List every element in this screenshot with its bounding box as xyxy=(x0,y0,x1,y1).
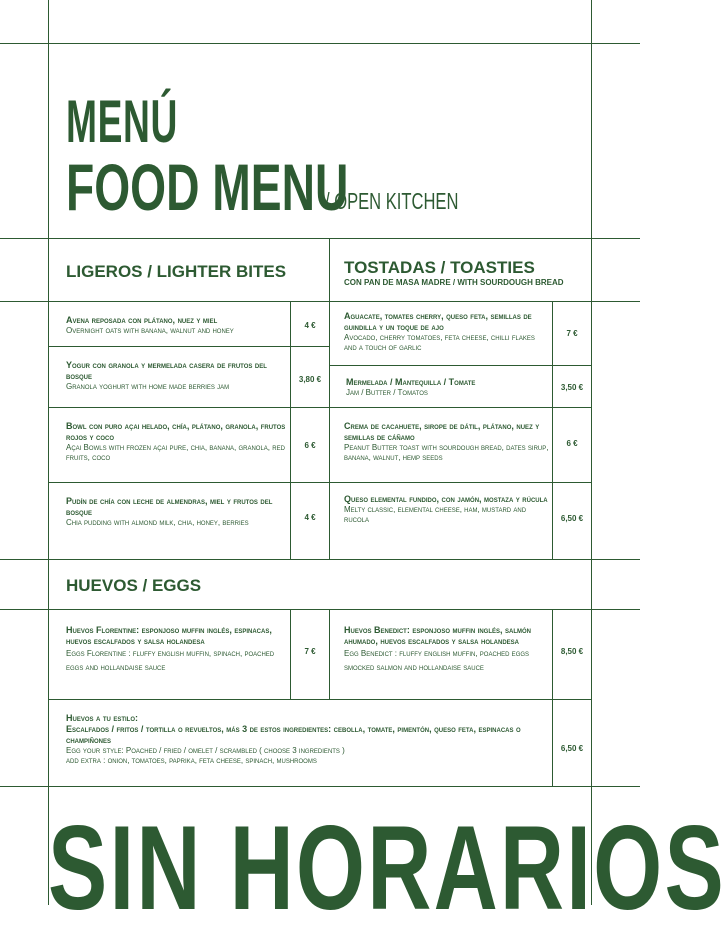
item-price: 7 € xyxy=(304,647,316,656)
open-kitchen-subtitle: / OPEN KITCHEN xyxy=(325,188,459,214)
item-name-es: Bowl con puro açai helado, chía, plátano, granola, frutos rojos y coco xyxy=(66,421,286,442)
item-price: 3,80 € xyxy=(298,375,322,384)
item-name-es: Pudín de chía con leche de almendras, miel y frutos del bosque xyxy=(66,496,273,517)
grid-line-left xyxy=(48,0,49,905)
lighter-bites-heading: LIGEROS / LIGHTER BITES xyxy=(66,262,287,281)
item-name-es: Avena reposada con plátano, nuez y miel xyxy=(66,315,218,325)
item-price: 3,50 € xyxy=(560,383,584,392)
item-name-en: Melty classic, elemental cheese, ham, mustard and rucola xyxy=(344,504,527,524)
item-price: 7 € xyxy=(566,329,578,338)
grid-line-eggs-mid xyxy=(48,699,591,700)
item-name-es: Huevos Florentine: esponjoso muffin inglés, espinacas, huevos escalfados y salsa holandesa xyxy=(66,625,272,646)
item-name-es: Mermelada / Mantequilla / Tomate xyxy=(346,377,476,387)
item-name-es: Queso elemental fundido, con jamón, mostaza y rúcula xyxy=(344,494,548,504)
row-line-r1 xyxy=(329,365,591,366)
list-item xyxy=(66,315,288,336)
grid-line-eggs-top xyxy=(0,559,640,560)
menu-title: MENÚ xyxy=(66,88,179,155)
row-line-l2 xyxy=(48,407,329,408)
list-item xyxy=(66,496,288,528)
item-name-es: Escalfados / fritos / tortilla o revueltos, más 3 de estos ingredientes: cebolla, tomate, pimentón, queso feta, espinacas o champiñones xyxy=(66,723,521,745)
item-name-en: Egg Benedict : fluffy english muffin, poached eggs smocked salmon and hollandaise sauce xyxy=(344,648,530,672)
list-item xyxy=(344,311,549,352)
grid-line-eggs-price-right xyxy=(552,609,553,786)
item-name-en: add extra : onion, tomatoes, paprika, feta cheese, spinach, mushrooms xyxy=(66,755,317,765)
item-price: 4 € xyxy=(304,321,316,330)
item-name-en: Jam / Butter / Tomatos xyxy=(346,387,428,397)
item-name-es: Yogur con granola y mermelada casera de frutos del bosque xyxy=(66,360,267,381)
grid-line-eggs-center xyxy=(329,609,330,699)
item-name-en: Granola yoghurt with home made berries jam xyxy=(66,381,230,391)
list-item xyxy=(346,377,551,398)
item-name-en: Eggs Florentine : fluffy english muffin, spinach, poached eggs and hollandaise sauce xyxy=(66,648,275,672)
item-price: 6 € xyxy=(566,439,578,448)
row-line-l3 xyxy=(48,482,329,483)
list-item xyxy=(344,421,549,462)
list-item xyxy=(66,360,288,392)
grid-line-right xyxy=(591,0,592,905)
grid-line-eggs-bottom xyxy=(0,786,640,787)
item-name-es: Huevos Benedict: esponjoso muffin inglés, salmón ahumado, huevos escalfados y salsa holandesa xyxy=(344,625,532,646)
item-name-en: Chia pudding with almond milk, chia, honey, berries xyxy=(66,517,249,527)
item-name-es: Aguacate, tomates cherry, queso feta, semillas de guindilla y un toque de ajo xyxy=(344,311,532,332)
list-item xyxy=(344,494,549,524)
list-item xyxy=(66,713,550,765)
item-name-es: Crema de cacahuete, sirope de dátil, plátano, nuez y semillas de cáñamo xyxy=(344,421,540,442)
toasties-subheading: CON PAN DE MASA MADRE / WITH SOURDOUGH BREAD xyxy=(344,278,564,287)
list-item xyxy=(66,421,288,462)
item-price: 6,50 € xyxy=(560,744,584,753)
list-item xyxy=(66,625,288,674)
row-line-r3 xyxy=(329,482,591,483)
list-item xyxy=(344,625,549,674)
item-price: 8,50 € xyxy=(560,647,584,656)
item-price: 4 € xyxy=(304,513,316,522)
item-name-en: Avocado, cherry tomatoes, feta cheese, chilli flakes and a touch of garlic xyxy=(344,332,535,352)
row-line-r2 xyxy=(329,407,591,408)
item-name-en: Overnight oats with banana, walnut and honey xyxy=(66,325,234,335)
item-price: 6 € xyxy=(304,441,316,450)
food-menu-title: FOOD MENU xyxy=(66,150,349,224)
item-name-en: Peanut Butter toast with sourdough bread, dates sirup, banana, walnut, hemp seeds xyxy=(344,442,549,462)
sin-horarios-banner: SIN HORARIOS xyxy=(48,801,726,935)
grid-line-center xyxy=(329,238,330,559)
eggs-heading: HUEVOS / EGGS xyxy=(66,576,202,595)
row-line-l1 xyxy=(48,346,329,347)
item-name-es: Huevos a tu estilo: xyxy=(66,713,139,723)
item-name-en: Açai Bowls with frozen açai pure, chia, banana, granola, red fruits, coco xyxy=(66,442,285,462)
grid-line-eggs-heads xyxy=(0,609,640,610)
grid-line-top xyxy=(0,43,640,44)
item-price: 6,50 € xyxy=(560,514,584,523)
toasties-heading: TOSTADAS / TOASTIES xyxy=(344,258,535,277)
grid-line-header-bottom xyxy=(0,238,640,239)
grid-line-section-heads xyxy=(0,301,640,302)
item-name-en: Egg your style: Poached / fried / omelet / scrambled ( choose 3 ingredients ) xyxy=(66,745,345,755)
